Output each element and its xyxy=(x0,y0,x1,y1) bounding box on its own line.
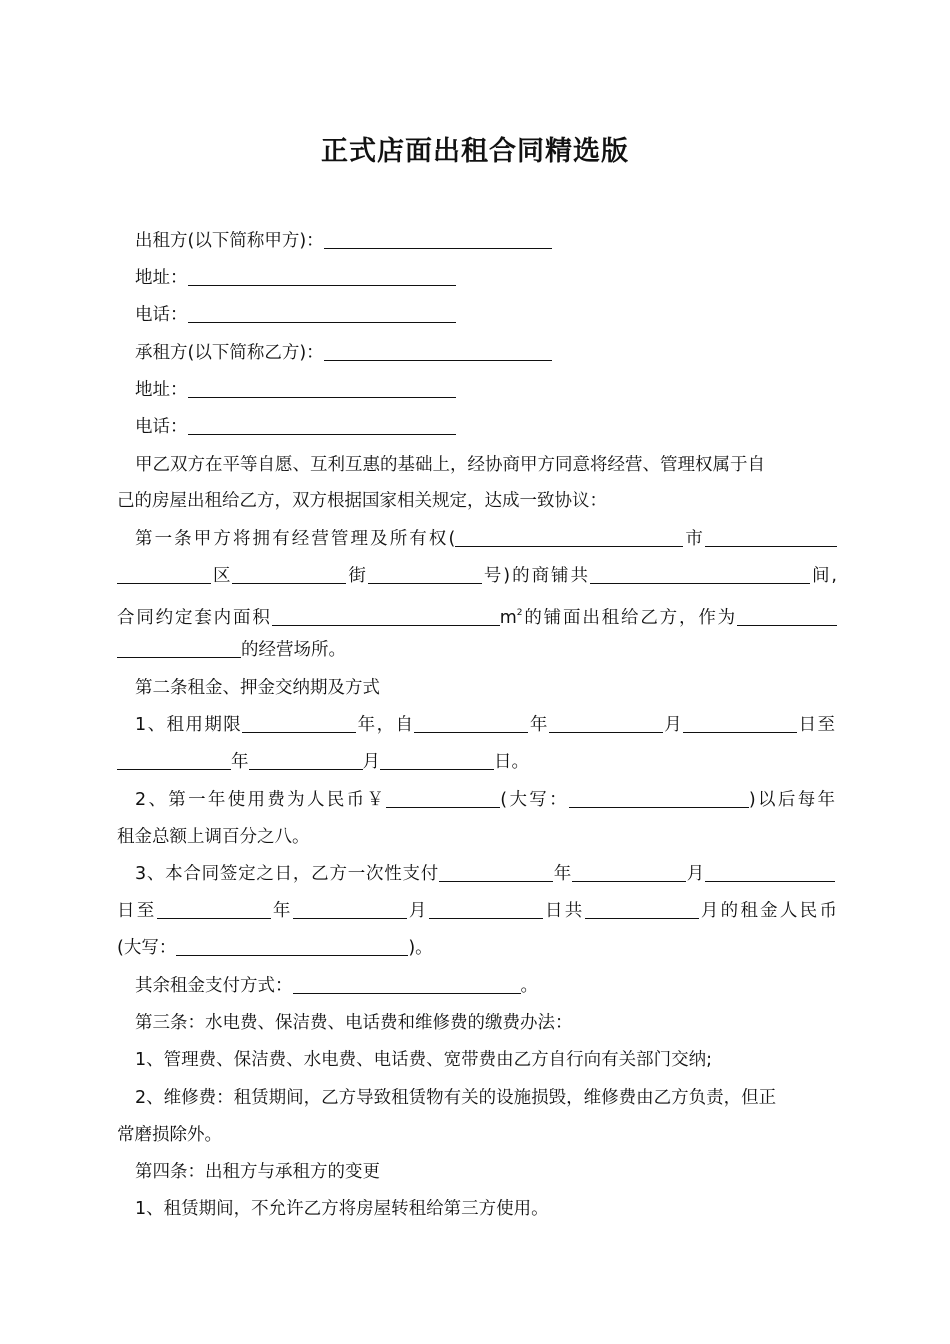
lessor-address-blank[interactable] xyxy=(188,267,456,286)
blank[interactable] xyxy=(232,565,346,584)
lessee-label: 承租方(以下简称乙方)： xyxy=(135,343,324,363)
article-1-text: 的经营场所。 xyxy=(241,640,346,660)
lessee-phone-blank[interactable] xyxy=(188,416,456,435)
year-label: 年 xyxy=(270,901,293,921)
article-3-title: 第三条：水电费、保洁费、电话费和维修费的缴费办法： xyxy=(135,1013,573,1033)
room-label: 间, xyxy=(809,566,837,586)
lessor-blank[interactable] xyxy=(324,230,552,249)
blank[interactable] xyxy=(293,900,407,919)
blank[interactable] xyxy=(737,607,837,626)
blank[interactable] xyxy=(117,639,241,658)
month-label: 月 xyxy=(362,752,380,772)
article-2-text: 年，自 xyxy=(356,715,415,735)
article-2-text: (大写： xyxy=(500,790,569,810)
article-2-3-line-3 xyxy=(117,935,837,961)
blank[interactable] xyxy=(176,937,408,956)
blank[interactable] xyxy=(549,714,663,733)
document-title: 正式店面出租合同精选版 xyxy=(321,136,629,167)
article-2-text: 月的租金人民币 xyxy=(698,901,837,921)
address-label: 地址： xyxy=(135,268,188,288)
street-label: 街 xyxy=(346,566,368,586)
article-1-line-4 xyxy=(117,637,837,663)
article-2-text: 3、本合同签定之日，乙方一次性支付 xyxy=(135,864,439,884)
blank[interactable] xyxy=(572,863,686,882)
article-2-text: )。 xyxy=(408,938,433,958)
article-2-3-line-2 xyxy=(117,898,837,924)
article-3-2-line-2: 常磨损除外。 xyxy=(117,1125,222,1145)
blank[interactable] xyxy=(683,714,797,733)
intro-line-2: 己的房屋出租给乙方，双方根据国家相关规定，达成一致协议： xyxy=(117,491,607,511)
lessor-line xyxy=(135,228,855,254)
article-4-title: 第四条：出租方与承租方的变更 xyxy=(135,1162,380,1182)
blank[interactable] xyxy=(429,900,543,919)
blank[interactable] xyxy=(117,751,231,770)
lessor-phone-blank[interactable] xyxy=(188,304,456,323)
blank[interactable] xyxy=(590,565,810,584)
article-3-1: 1、管理费、保洁费、水电费、电话费、宽带费由乙方自行向有关部门交纳; xyxy=(135,1050,713,1070)
blank[interactable] xyxy=(705,863,835,882)
day-label: 日共 xyxy=(542,901,585,921)
month-label: 月 xyxy=(406,901,429,921)
article-1-line-1 xyxy=(135,526,837,552)
month-label: 月 xyxy=(662,715,684,735)
other-rent-line xyxy=(135,973,855,999)
article-1-line-3 xyxy=(117,600,837,631)
blank[interactable] xyxy=(414,714,528,733)
article-2-2-line-1 xyxy=(135,787,835,813)
article-2-1-line-1 xyxy=(135,712,835,738)
lessee-phone-line xyxy=(135,414,855,440)
phone-label: 电话： xyxy=(135,305,188,325)
article-3-2-line-1: 2、维修费：租赁期间，乙方导致租赁物有关的设施损毁，维修费由乙方负责，但正 xyxy=(135,1088,777,1108)
phone-label: 电话： xyxy=(135,417,188,437)
intro-line-1: 甲乙双方在平等自愿、互利互惠的基础上，经协商甲方同意将经营、管理权属于自 xyxy=(135,455,765,475)
article-2-3-line-1 xyxy=(135,861,835,887)
unit-label: m xyxy=(499,608,517,628)
blank[interactable] xyxy=(439,863,553,882)
lessee-blank[interactable] xyxy=(324,342,552,361)
article-2-1-line-2 xyxy=(117,749,837,775)
article-2-text: )以后每年 xyxy=(748,790,836,810)
lessor-label: 出租方(以下简称甲方)： xyxy=(135,231,324,251)
blank[interactable] xyxy=(157,900,271,919)
number-label: 号)的商铺共 xyxy=(481,566,590,586)
unit-superscript: 2 xyxy=(516,608,523,618)
blank[interactable] xyxy=(272,607,500,626)
blank[interactable] xyxy=(705,528,837,547)
article-4-1: 1、租赁期间，不允许乙方将房屋转租给第三方使用。 xyxy=(135,1199,549,1219)
year-label: 年 xyxy=(552,864,572,884)
year-label: 年 xyxy=(231,752,249,772)
lessee-address-line xyxy=(135,377,855,403)
blank[interactable] xyxy=(386,789,500,808)
article-2-text: 1、租用期限 xyxy=(135,715,243,735)
article-2-text: 2、第一年使用费为人民币￥ xyxy=(135,790,387,810)
city-label: 市 xyxy=(683,529,705,549)
article-2-2-line-2: 租金总额上调百分之八。 xyxy=(117,827,310,847)
blank[interactable] xyxy=(455,528,683,547)
article-1-line-2 xyxy=(117,563,837,589)
lessor-address-line xyxy=(135,265,855,291)
area-label: 合同约定套内面积 xyxy=(117,608,272,628)
article-2-title: 第二条租金、押金交纳期及方式 xyxy=(135,678,380,698)
day-label: 日至 xyxy=(797,715,836,735)
district-label: 区 xyxy=(211,566,233,586)
day-label: 日。 xyxy=(494,752,529,772)
article-1-text: 第一条甲方将拥有经营管理及所有权( xyxy=(135,529,456,549)
other-rent-label: 其余租金支付方式： xyxy=(135,976,293,996)
lessee-line xyxy=(135,340,855,366)
lessor-phone-line xyxy=(135,302,855,328)
blank[interactable] xyxy=(293,975,521,994)
blank[interactable] xyxy=(380,751,494,770)
article-1-text: 的铺面出租给乙方，作为 xyxy=(522,608,738,628)
blank[interactable] xyxy=(569,789,749,808)
blank[interactable] xyxy=(117,565,211,584)
blank[interactable] xyxy=(242,714,356,733)
year-label: 年 xyxy=(528,715,549,735)
address-label: 地址： xyxy=(135,380,188,400)
month-label: 月 xyxy=(686,864,706,884)
blank[interactable] xyxy=(585,900,699,919)
lessee-address-blank[interactable] xyxy=(188,379,456,398)
blank[interactable] xyxy=(368,565,482,584)
period: 。 xyxy=(520,976,538,996)
article-2-text: (大写： xyxy=(117,938,177,958)
blank[interactable] xyxy=(249,751,363,770)
day-label: 日至 xyxy=(117,901,157,921)
